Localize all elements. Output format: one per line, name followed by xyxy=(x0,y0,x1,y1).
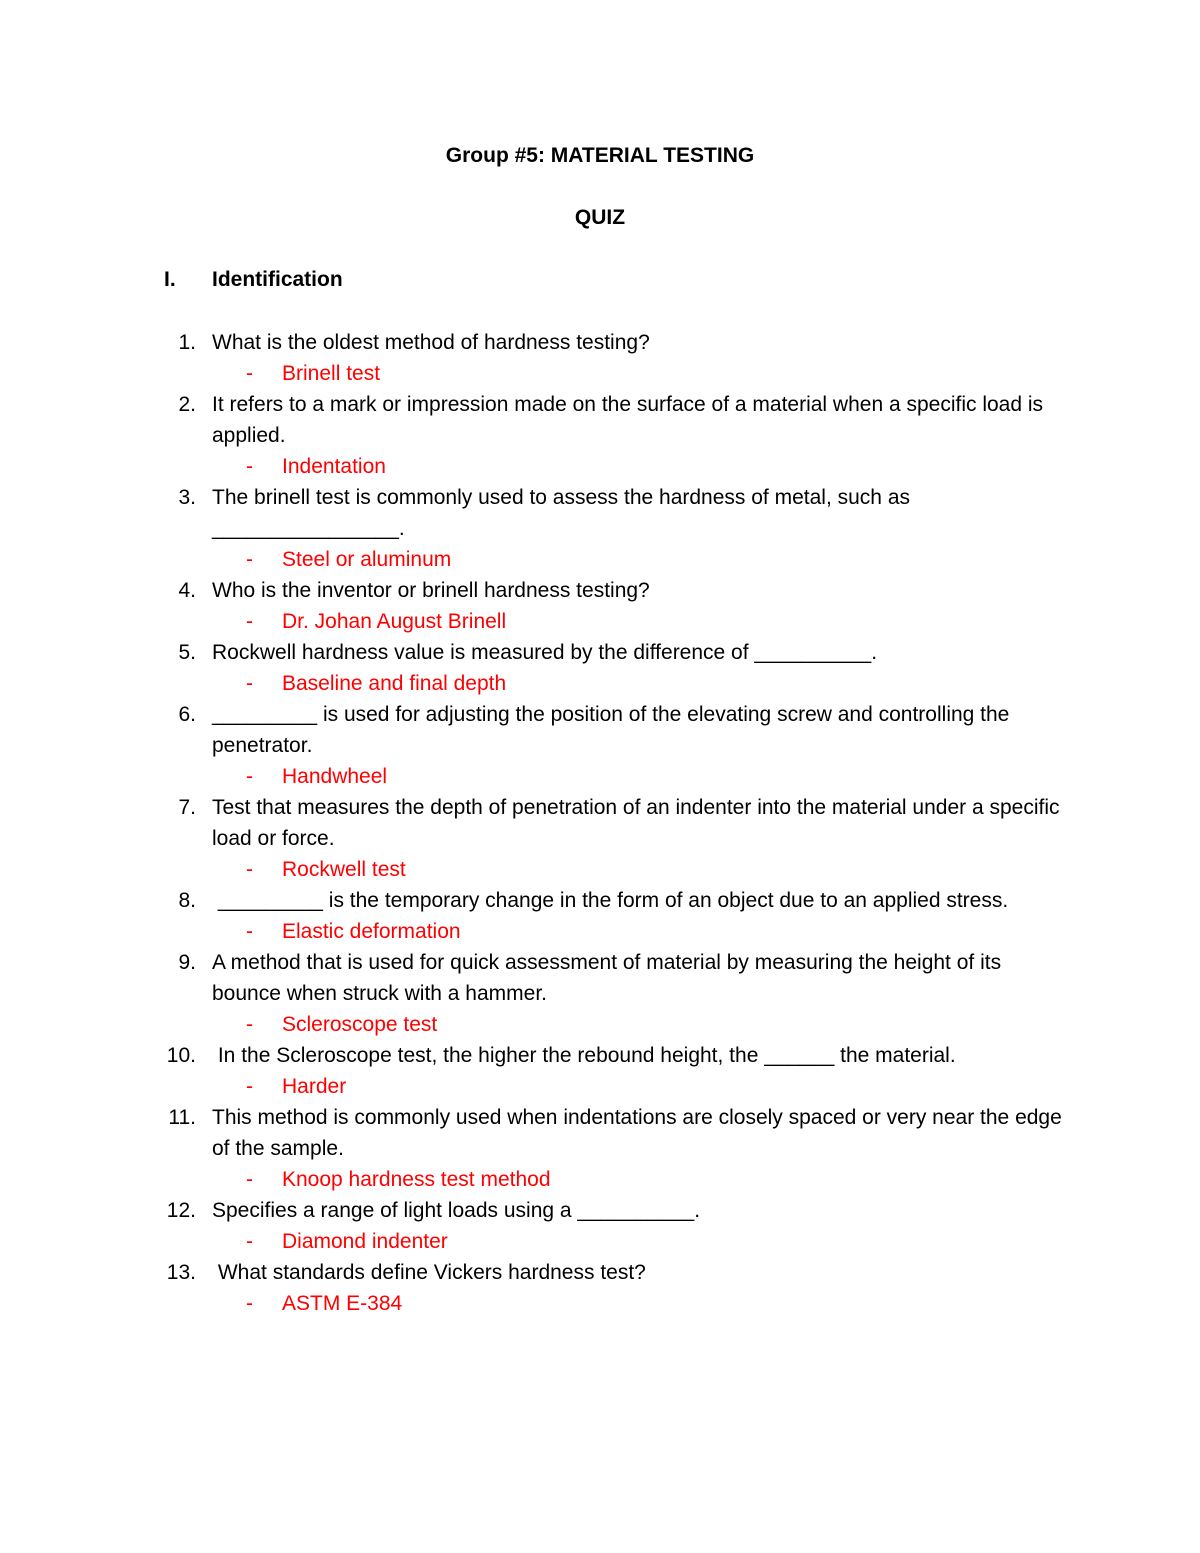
answer-text: Brinell test xyxy=(282,362,381,385)
question-list xyxy=(0,327,1200,1319)
answer-marker: - xyxy=(246,858,253,881)
answer-marker: - xyxy=(246,765,253,788)
question-number: 6. xyxy=(178,703,196,726)
answer-item xyxy=(0,544,1200,575)
answer-marker: - xyxy=(246,1168,253,1191)
section-number: I. xyxy=(164,268,176,291)
question-number: 10. xyxy=(166,1044,196,1067)
question-text: It refers to a mark or impression made on the surface of a material when a specific load is applied. xyxy=(212,393,1049,447)
answer-text: Knoop hardness test method xyxy=(282,1168,551,1191)
answer-marker: - xyxy=(246,672,253,695)
answer-text: Dr. Johan August Brinell xyxy=(282,610,507,633)
question-text: Test that measures the depth of penetration of an indenter into the material under a specific load or force. xyxy=(212,796,1066,850)
question-number: 2. xyxy=(178,393,196,416)
question-item xyxy=(0,792,1200,854)
question-text: What standards define Vickers hardness test? xyxy=(212,1261,646,1284)
document-subtitle: QUIZ xyxy=(574,206,626,229)
answer-text: Handwheel xyxy=(282,765,388,788)
answer-marker: - xyxy=(246,548,253,571)
question-item xyxy=(0,482,1200,544)
answer-text: Diamond indenter xyxy=(282,1230,448,1253)
question-number: 5. xyxy=(178,641,196,664)
answer-item xyxy=(0,358,1200,389)
answer-item xyxy=(0,1288,1200,1319)
question-text: The brinell test is commonly used to assess the hardness of metal, such as ________________. xyxy=(212,486,916,540)
question-number: 7. xyxy=(178,796,196,819)
question-number: 12. xyxy=(166,1199,196,1222)
question-item xyxy=(0,699,1200,761)
question-number: 3. xyxy=(178,486,196,509)
question-item xyxy=(0,575,1200,606)
answer-marker: - xyxy=(246,1230,253,1253)
answer-item xyxy=(0,761,1200,792)
question-item xyxy=(0,1102,1200,1164)
answer-item xyxy=(0,668,1200,699)
question-text: Rockwell hardness value is measured by the difference of __________. xyxy=(212,641,878,664)
answer-marker: - xyxy=(246,1075,253,1098)
question-item xyxy=(0,1195,1200,1226)
question-number: 9. xyxy=(178,951,196,974)
question-number: 11. xyxy=(168,1106,196,1129)
answer-marker: - xyxy=(246,1292,253,1315)
question-number: 4. xyxy=(178,579,196,602)
question-item xyxy=(0,389,1200,451)
question-number: 1. xyxy=(178,331,196,354)
answer-marker: - xyxy=(246,610,253,633)
answer-text: Baseline and final depth xyxy=(282,672,507,695)
answer-text: Elastic deformation xyxy=(282,920,461,943)
question-number: 8. xyxy=(178,889,196,912)
answer-text: Steel or aluminum xyxy=(282,548,452,571)
answer-marker: - xyxy=(246,1013,253,1036)
question-number: 13. xyxy=(166,1261,196,1284)
question-text: _________ is the temporary change in the form of an object due to an applied stress. xyxy=(212,889,1009,912)
answer-marker: - xyxy=(246,362,253,385)
answer-item xyxy=(0,854,1200,885)
answer-text: ASTM E-384 xyxy=(282,1292,403,1315)
answer-item xyxy=(0,1071,1200,1102)
question-text: This method is commonly used when indentations are closely spaced or very near the edge of the sample. xyxy=(212,1106,1068,1160)
question-text: What is the oldest method of hardness testing? xyxy=(212,331,650,354)
answer-text: Indentation xyxy=(282,455,386,478)
question-text: _________ is used for adjusting the position of the elevating screw and controlling the penetrator. xyxy=(212,703,1016,757)
section-label: Identification xyxy=(212,268,343,291)
document-title: Group #5: MATERIAL TESTING xyxy=(445,144,755,167)
answer-item xyxy=(0,916,1200,947)
answer-marker: - xyxy=(246,455,253,478)
question-item xyxy=(0,885,1200,916)
answer-text: Harder xyxy=(282,1075,347,1098)
answer-text: Rockwell test xyxy=(282,858,406,881)
question-item xyxy=(0,327,1200,358)
question-item xyxy=(0,1257,1200,1288)
question-text: A method that is used for quick assessment of material by measuring the height of its bounce when struck with a hammer. xyxy=(212,951,1007,1005)
answer-item xyxy=(0,606,1200,637)
question-text: Specifies a range of light loads using a __________. xyxy=(212,1199,701,1222)
answer-item xyxy=(0,1226,1200,1257)
question-text: Who is the inventor or brinell hardness testing? xyxy=(212,579,650,602)
answer-item xyxy=(0,451,1200,482)
question-item xyxy=(0,947,1200,1009)
question-item xyxy=(0,1040,1200,1071)
answer-item xyxy=(0,1164,1200,1195)
question-item xyxy=(0,637,1200,668)
question-text: In the Scleroscope test, the higher the rebound height, the ______ the material. xyxy=(212,1044,956,1067)
answer-text: Scleroscope test xyxy=(282,1013,438,1036)
section-heading xyxy=(164,266,343,294)
answer-item xyxy=(0,1009,1200,1040)
answer-marker: - xyxy=(246,920,253,943)
